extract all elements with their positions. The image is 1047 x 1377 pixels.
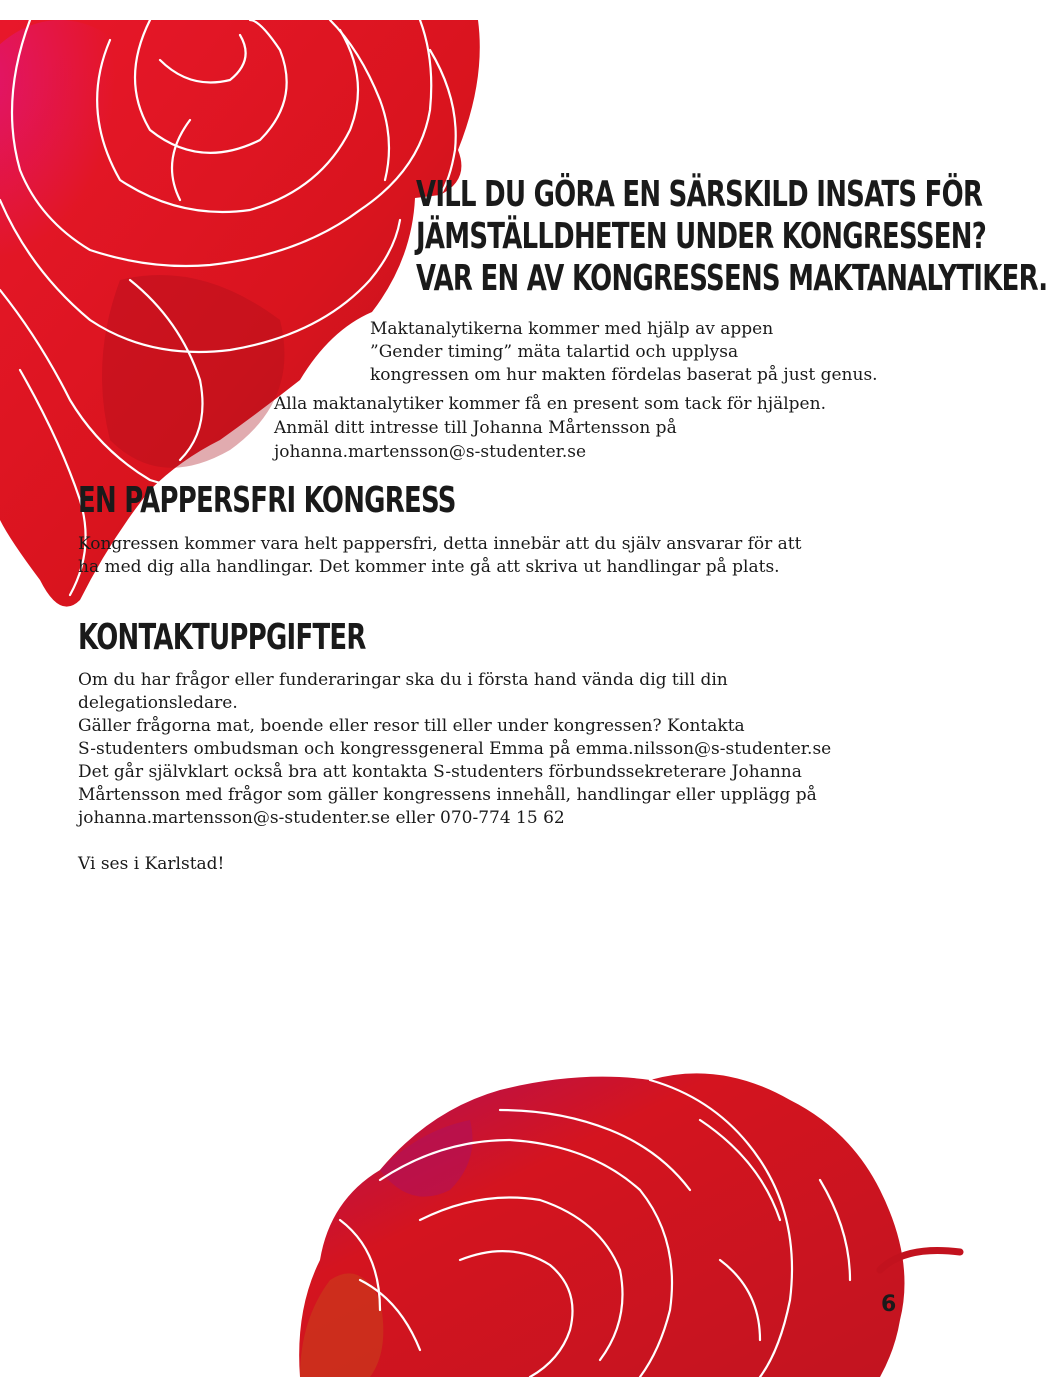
analysts-body-line-2: ”Gender timing” mäta talartid och upplysa bbox=[370, 341, 739, 362]
analysts-body-line-4: Alla maktanalytiker kommer få en present som tack för hjälpen. bbox=[274, 393, 826, 414]
closing-greeting: Vi ses i Karlstad! bbox=[78, 853, 225, 874]
paperless-body-line-1: Kongressen kommer vara helt pappersfri, detta innebär att du själv ansvarar för att bbox=[78, 533, 802, 554]
analysts-body-line-3: kongressen om hur makten fördelas baserat på just genus. bbox=[370, 364, 878, 385]
paperless-heading: EN PAPPERSFRI KONGRESS bbox=[78, 479, 456, 521]
contact-johanna-email-line[interactable]: johanna.martensson@s-studenter.se eller 070-774 15 62 bbox=[78, 807, 565, 828]
analysts-heading-line-1: VILL DU GÖRA EN SÄRSKILD INSATS FÖR bbox=[416, 173, 983, 215]
contact-body-line-1: Om du har frågor eller funderaringar ska du i första hand vända dig till din bbox=[78, 669, 728, 690]
analysts-body-line-1: Maktanalytikerna kommer med hjälp av appen bbox=[370, 318, 774, 339]
contact-body-line-6: Mårtensson med frågor som gäller kongressens innehåll, handlingar eller upplägg på bbox=[78, 784, 817, 805]
contact-body-line-5: Det går självklart också bra att kontakta S-studenters förbundssekreterare Johanna bbox=[78, 761, 802, 782]
analysts-heading-line-3: VAR EN AV KONGRESSENS MAKTANALYTIKER. bbox=[416, 257, 1047, 299]
contact-body-line-3: Gäller frågorna mat, boende eller resor till eller under kongressen? Kontakta bbox=[78, 715, 745, 736]
bottom-rose-icon bbox=[299, 1073, 960, 1377]
contact-emma-email-line[interactable]: S-studenters ombudsman och kongressgeneral Emma på emma.nilsson@s-studenter.se bbox=[78, 738, 832, 759]
contact-heading: KONTAKTUPPGIFTER bbox=[78, 616, 366, 658]
contact-body-line-2: delegationsledare. bbox=[78, 692, 238, 713]
paperless-body-line-2: ha med dig alla handlingar. Det kommer inte gå att skriva ut handlingar på plats. bbox=[78, 556, 780, 577]
page-number: 6 bbox=[881, 1291, 897, 1317]
analysts-email-link[interactable]: johanna.martensson@s-studenter.se bbox=[274, 441, 587, 462]
analysts-heading-line-2: JÄMSTÄLLDHETEN UNDER KONGRESSEN? bbox=[416, 215, 987, 257]
analysts-body-line-5: Anmäl ditt intresse till Johanna Mårtensson på bbox=[274, 417, 677, 438]
